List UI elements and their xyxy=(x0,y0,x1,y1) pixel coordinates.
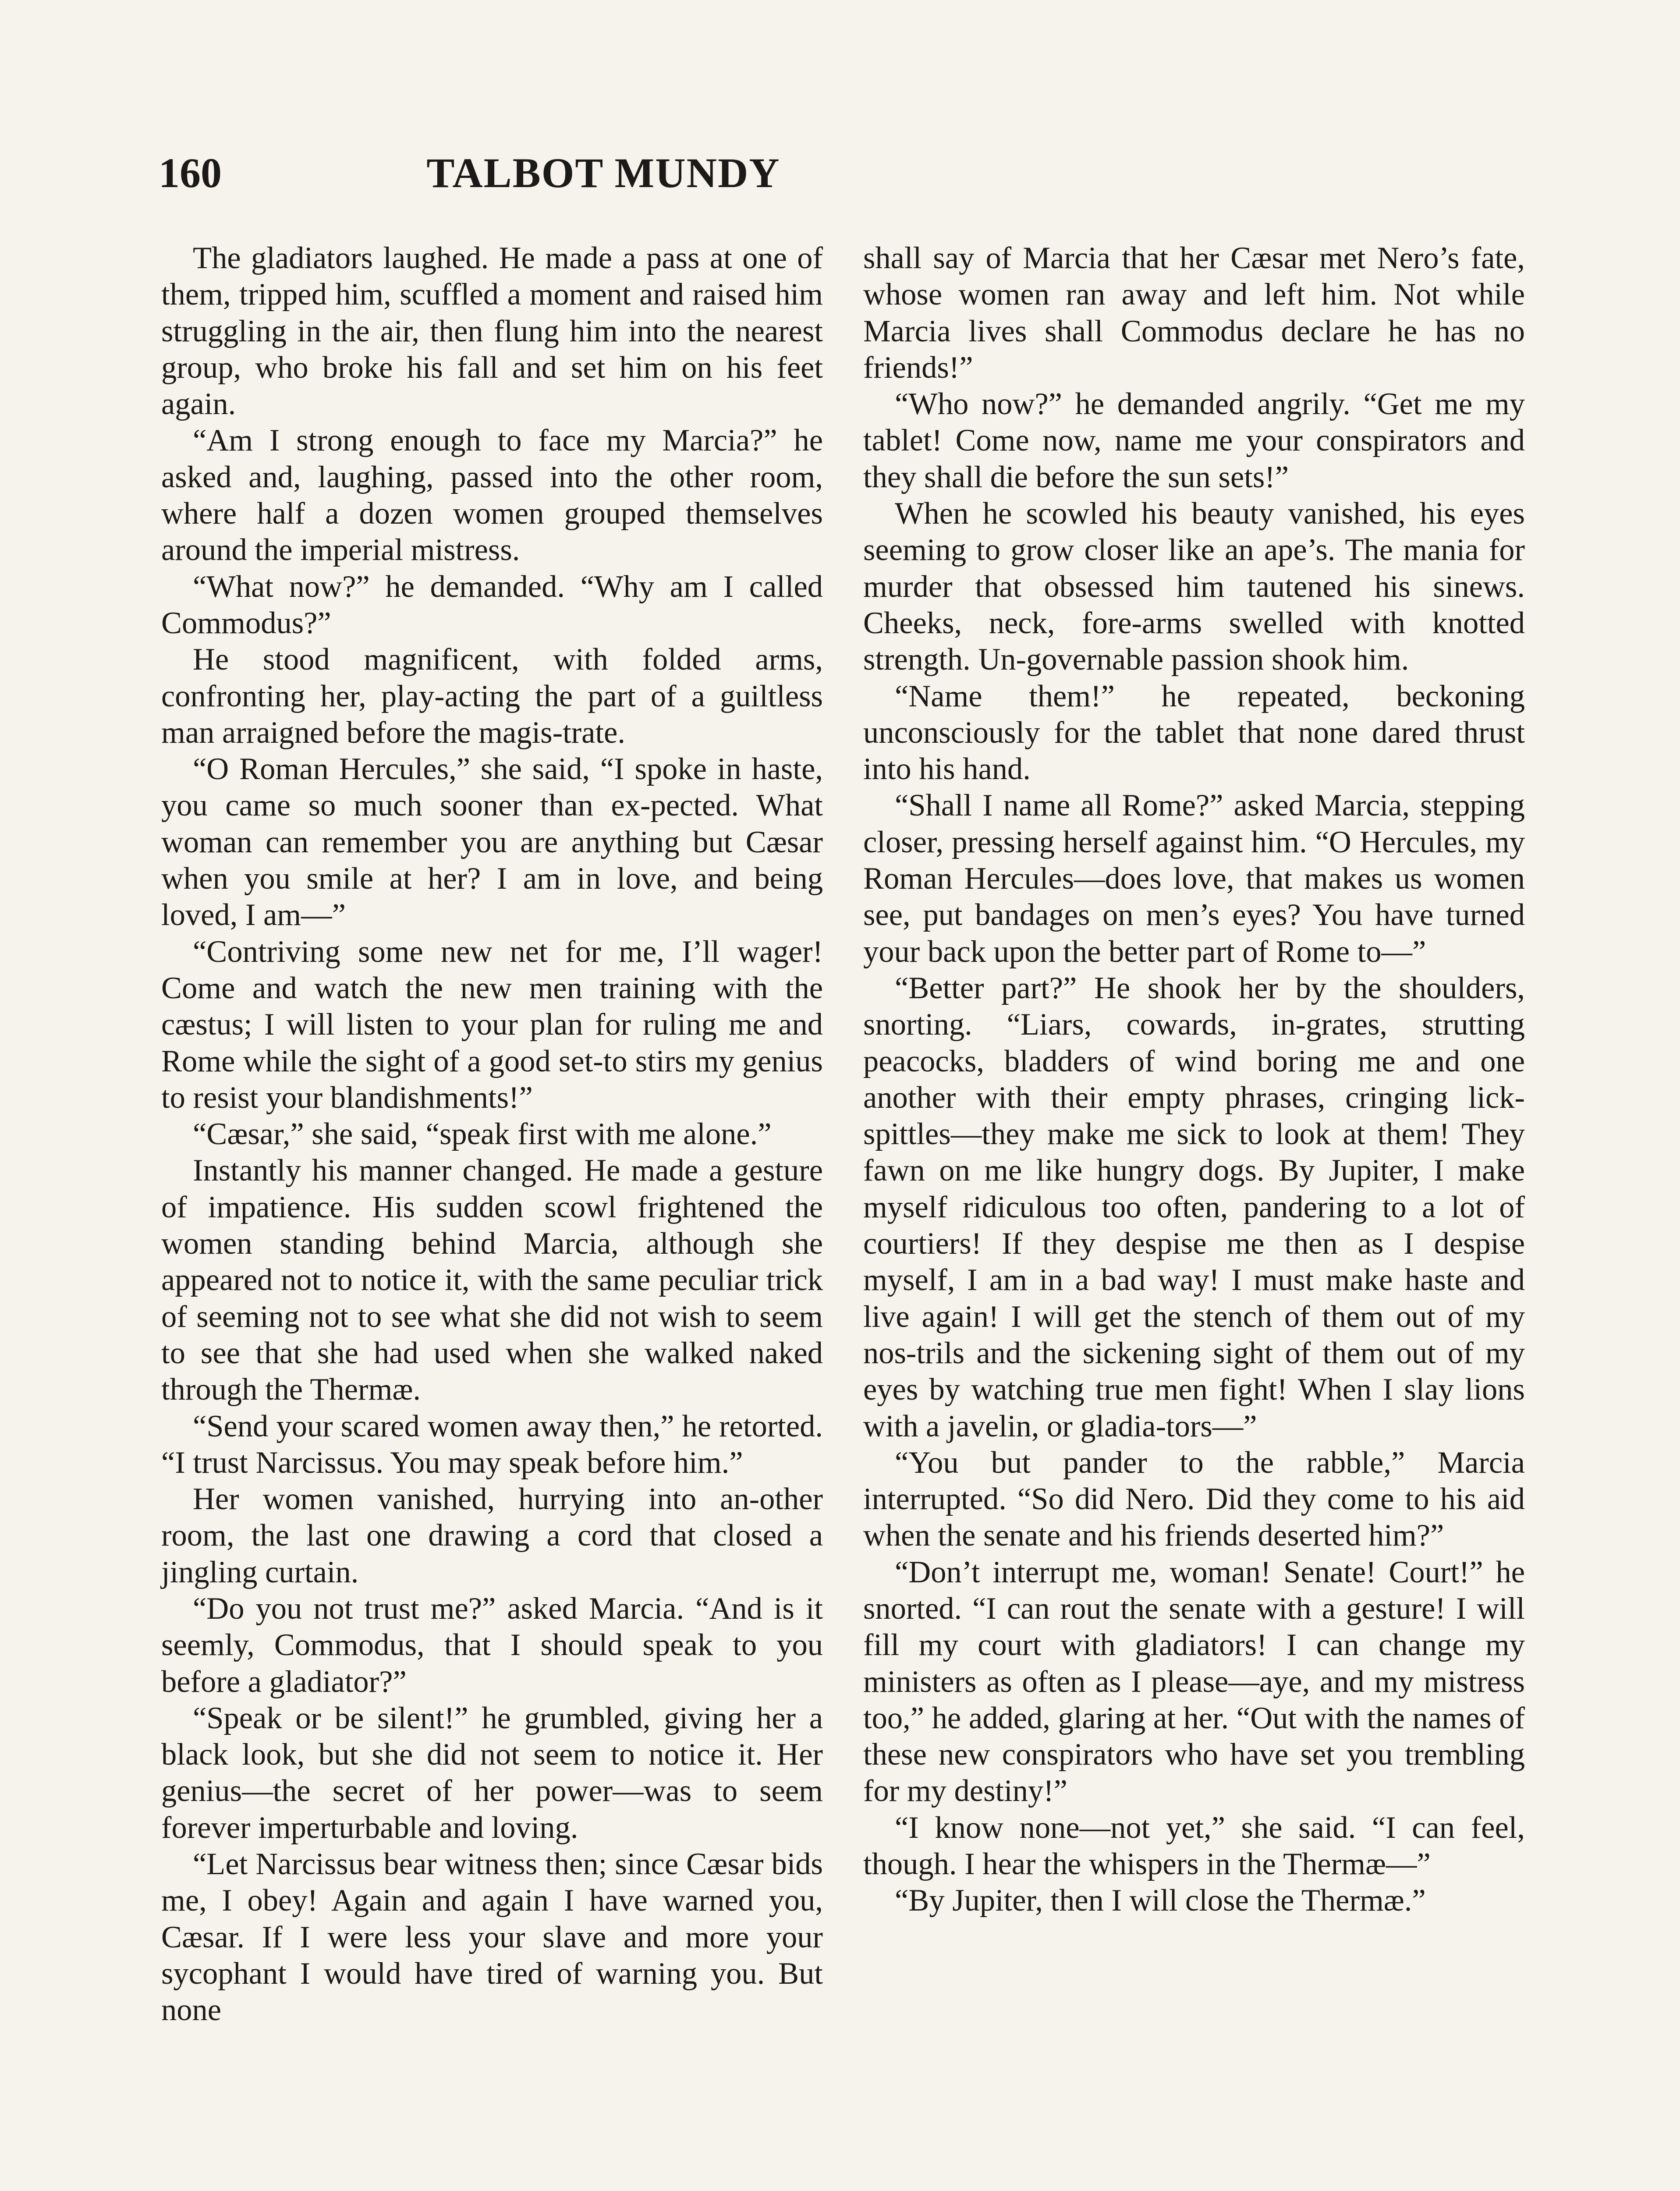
right-column xyxy=(863,240,1525,1919)
paragraph: “By Jupiter, then I will close the Thermæ.” xyxy=(895,1883,1426,1918)
running-head: TALBOT MUNDY xyxy=(426,149,780,196)
paragraph: “Let Narcissus bear witness then; since Cæsar bids me, I obey! Again and again I have warned you, Cæsar. If I were less your slave and more your sycophant I would have tired of warning you. But none xyxy=(161,1847,823,2028)
paragraph: “Shall I name all Rome?” asked Marcia, stepping closer, pressing herself against him. “O Hercules, my Roman Hercules—does love, that makes us women see, put bandages on men’s eyes? You have turned your back upon the better part of Rome to—” xyxy=(863,788,1525,969)
paragraph: When he scowled his beauty vanished, his eyes seeming to grow closer like an ape’s. The mania for murder that obsessed him tautened his sinews. Cheeks, neck, fore-arms swelled with knotted strength. Un-governable passion shook him. xyxy=(863,496,1525,677)
paragraph: “Don’t interrupt me, woman! Senate! Court!” he snorted. “I can rout the senate with a gesture! I will fill my court with gladiators! I can change my ministers as often as I please—aye, and my mistress too,” he added, glaring at her. “Out with the names of these new conspirators who have set you trembling for my destiny!” xyxy=(863,1555,1525,1808)
paragraph: “Send your scared women away then,” he retorted. “I trust Narcissus. You may speak before him.” xyxy=(161,1409,823,1480)
paragraph: “Am I strong enough to face my Marcia?” he asked and, laughing, passed into the other room, where half a dozen women grouped themselves around the imperial mistress. xyxy=(161,423,823,567)
paragraph: He stood magnificent, with folded arms, confronting her, play-acting the part of a guiltless man arraigned before the magis-trate. xyxy=(161,642,823,750)
paragraph: The gladiators laughed. He made a pass at one of them, tripped him, scuffled a moment and raised him struggling in the air, then flung him into the nearest group, who broke his fall and set him on his feet again. xyxy=(161,241,823,422)
paragraph: “Do you not trust me?” asked Marcia. “And is it seemly, Commodus, that I should speak to you before a gladiator?” xyxy=(161,1591,823,1699)
paragraph: “Cæsar,” she said, “speak first with me alone.” xyxy=(193,1117,772,1152)
paragraph: “Speak or be silent!” he grumbled, giving her a black look, but she did not seem to notice it. Her genius—the secret of her power—was to seem forever imperturbable and loving. xyxy=(161,1701,823,1845)
paragraph: Instantly his manner changed. He made a gesture of impatience. His sudden scowl frightened the women standing behind Marcia, although she appeared not to notice it, with the same peculiar trick of seeming not to see what she did not wish to seem to see that she had used when she walked naked through the Thermæ. xyxy=(161,1153,823,1407)
page-number: 160 xyxy=(159,149,222,196)
paragraph: “Name them!” he repeated, beckoning unconsciously for the tablet that none dared thrust into his hand. xyxy=(863,679,1525,787)
paragraph: “What now?” he demanded. “Why am I called Commodus?” xyxy=(161,569,823,640)
left-column xyxy=(161,240,823,2029)
paragraph: “You but pander to the rabble,” Marcia interrupted. “So did Nero. Did they come to his aid when the senate and his friends deserted him?” xyxy=(863,1445,1525,1553)
paragraph: Her women vanished, hurrying into an-other room, the last one drawing a cord that closed a jingling curtain. xyxy=(161,1482,823,1589)
paragraph: “Contriving some new net for me, I’ll wager! Come and watch the new men training with the cæstus; I will listen to your plan for ruling me and Rome while the sight of a good set-to stirs my genius to resist your blandishments!” xyxy=(161,934,823,1115)
paragraph: “O Roman Hercules,” she said, “I spoke in haste, you came so much sooner than ex-pected. What woman can remember you are anything but Cæsar when you smile at her? I am in love, and being loved, I am—” xyxy=(161,752,823,932)
page-header xyxy=(159,145,1048,202)
paragraph: “Who now?” he demanded angrily. “Get me my tablet! Come now, name me your conspirators and they shall die before the sun sets!” xyxy=(863,387,1525,494)
paragraph: “Better part?” He shook her by the shoulders, snorting. “Liars, cowards, in-grates, strutting peacocks, bladders of wind boring me and one another with their empty phrases, cringing lick-spittles—they make me sick to look at them! They fawn on me like hungry dogs. By Jupiter, I make myself ridiculous too often, pandering to a lot of courtiers! If they despise me then as I despise myself, I am in a bad way! I must make haste and live again! I will get the stench of them out of my nos-trils and the sickening sight of them out of my eyes by watching true men fight! When I slay lions with a javelin, or gladia-tors—” xyxy=(863,971,1525,1443)
paragraph: “I know none—not yet,” she said. “I can feel, though. I hear the whispers in the Thermæ—” xyxy=(863,1810,1525,1882)
paragraph-continuation: shall say of Marcia that her Cæsar met Nero’s fate, whose women ran away and left him. Not while Marcia lives shall Commodus declare he has no friends!” xyxy=(863,241,1525,385)
